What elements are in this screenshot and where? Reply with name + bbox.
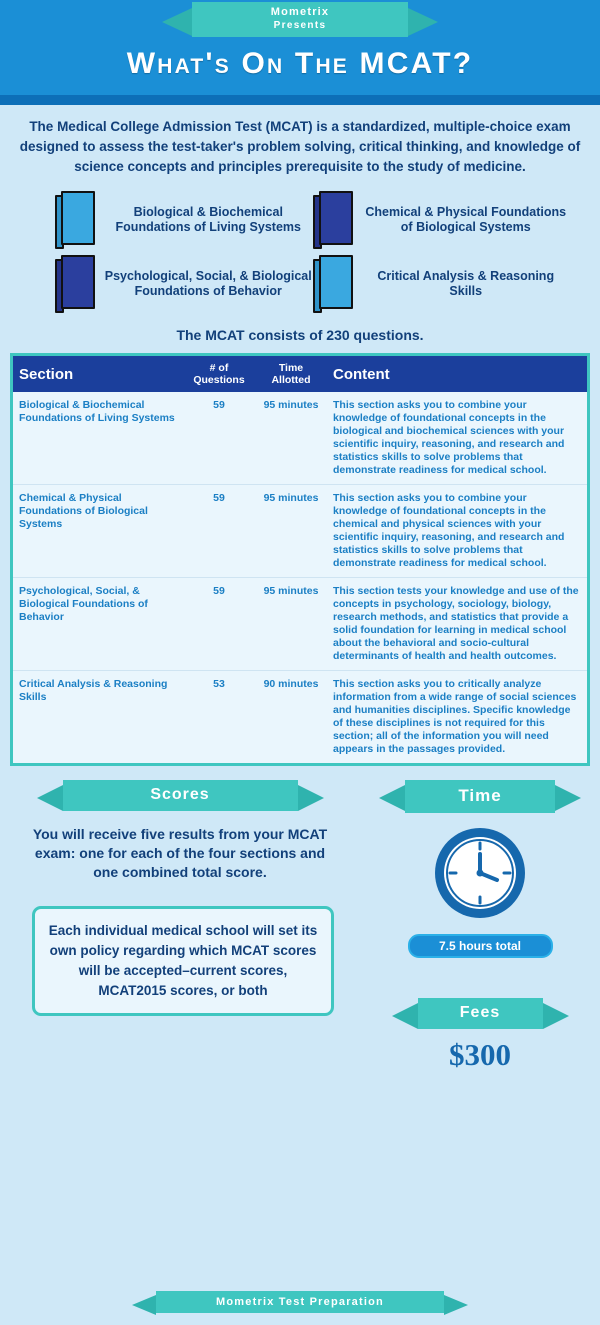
fees-amount: $300 [449, 1037, 511, 1072]
header-section: Section [13, 356, 183, 392]
ribbon-tail-right-icon [543, 1003, 569, 1029]
book-icon [55, 255, 95, 313]
page-title: What's On The MCAT? [126, 47, 474, 80]
book-icon [55, 191, 95, 249]
table-header-row [13, 356, 587, 392]
cell-section: Chemical & Physical Foundations of Biological Systems [13, 485, 183, 578]
total-hours-badge: 7.5 hours total [408, 934, 553, 958]
cell-section: Biological & Biochemical Foundations of Living Systems [13, 392, 183, 485]
scores-banner [63, 780, 298, 811]
scores-banner-label: Scores [150, 786, 210, 803]
time-banner [405, 780, 555, 813]
footer-banner [156, 1291, 444, 1313]
fees-banner-label: Fees [459, 1004, 501, 1021]
cell-time: 95 minutes [255, 578, 327, 671]
scores-column [0, 780, 360, 1073]
cell-content: This section asks you to combine your knowledge of foundational concepts in the chemical and physical sciences with your scientific inquiry, reasoning, and research and statistics skills to solve problems that demonstrate readiness for medical school. [327, 485, 587, 578]
cell-time: 95 minutes [255, 485, 327, 578]
header [0, 0, 600, 95]
time-fees-column [360, 780, 600, 1073]
cell-questions: 59 [183, 485, 255, 578]
subject-item [55, 191, 313, 249]
presents-ribbon [192, 2, 408, 37]
cell-questions: 59 [183, 392, 255, 485]
cell-section: Critical Analysis & Reasoning Skills [19, 678, 168, 703]
intro-paragraph: The Medical College Admission Test (MCAT) is a standardized, multiple-choice exam designed to assess the test-taker's problem solving, critical thinking, and knowledge of science concepts and principles prerequisite to the study of medicine. [19, 119, 581, 174]
header-questions: # of Questions [183, 356, 255, 392]
footer [0, 1291, 600, 1313]
ribbon-tail-left-icon [392, 1003, 418, 1029]
table-row [13, 392, 587, 485]
subject-item [313, 255, 571, 313]
subject-label: Chemical & Physical Foundations of Biological Systems [365, 205, 567, 234]
subject-label: Psychological, Social, & Biological Foundations of Behavior [104, 269, 312, 298]
subjects-grid [0, 187, 600, 315]
table-row [13, 485, 587, 578]
cell-content: This section asks you to critically analyze information from a wide range of social sciences and humanities disciplines. Specific knowledge of these disciplines is not required for this section; all of the information you will need appears in the passages provided. [333, 678, 577, 755]
cell-questions: 59 [183, 578, 255, 671]
footer-label: Mometrix Test Preparation [216, 1296, 384, 1308]
scores-text: You will receive five results from your MCAT exam: one for each of the four sections and one combined total score. [32, 826, 328, 880]
header-time: Time Allotted [255, 356, 327, 392]
sections-table [10, 353, 590, 766]
clock-area [360, 813, 600, 958]
subject-label: Critical Analysis & Reasoning Skills [377, 269, 555, 298]
time-banner-label: Time [458, 786, 502, 805]
table-row [13, 671, 587, 764]
cell-content: This section tests your knowledge and use of the concepts in psychology, sociology, biology, research methods, and statistics that provide a solid foundation for learning in medical school about the behavioral and socio-cultural determinants of health and health outcomes. [327, 578, 587, 671]
header-content: Content [327, 356, 587, 392]
book-icon [313, 255, 353, 313]
question-count-text: The MCAT consists of 230 questions. [176, 327, 424, 343]
cell-section: Psychological, Social, & Biological Foundations of Behavior [13, 578, 183, 671]
brand-name: Mometrix [270, 6, 330, 18]
cell-time: 95 minutes [255, 392, 327, 485]
ribbon-tail-left-icon [132, 1295, 156, 1315]
header-divider [0, 95, 600, 105]
ribbon-tail-left-icon [162, 8, 192, 36]
lower-section [0, 766, 600, 1073]
cell-content: This section asks you to combine your knowledge of foundational concepts in the biological and biochemical sciences with your scientific inquiry, reasoning, and research and statistics skills to solve problems that demonstrate readiness for medical school. [327, 392, 587, 485]
clock-icon [432, 825, 528, 921]
ribbon-tail-right-icon [298, 785, 324, 811]
table-row [13, 578, 587, 671]
cell-time: 90 minutes [263, 678, 319, 690]
ribbon-tail-left-icon [37, 785, 63, 811]
ribbon-tail-right-icon [555, 785, 581, 811]
fees-banner [418, 998, 543, 1029]
presents-label: Presents [273, 20, 327, 31]
cell-questions: 53 [213, 678, 225, 690]
subject-item [55, 255, 313, 313]
ribbon-tail-left-icon [379, 785, 405, 811]
ribbon-tail-right-icon [444, 1295, 468, 1315]
policy-box: Each individual medical school will set its own policy regarding which MCAT scores will be accepted–current scores, MCAT2015 scores, or both [32, 906, 334, 1016]
subject-label: Biological & Biochemical Foundations of Living Systems [115, 205, 301, 234]
subject-item [313, 191, 571, 249]
book-icon [313, 191, 353, 249]
ribbon-tail-right-icon [408, 8, 438, 36]
